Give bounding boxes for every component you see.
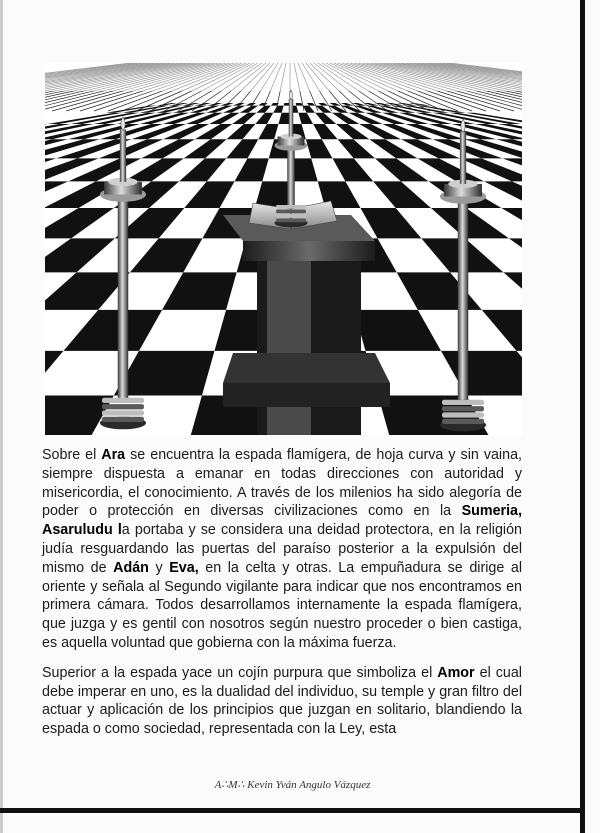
floor-tile [130, 238, 202, 272]
floor-tile [255, 113, 273, 124]
text-run: el cual debe imperar en uno, es la dualidad del individuo, su temple y gran filtro del actuar y aplicación de los principios que juzgan en solitario, blandiendo la espada o como sociedad, representada con la Ley, esta [42, 664, 522, 738]
page-edge [0, 0, 3, 833]
text-run: Amor [437, 664, 475, 681]
floor-tile [184, 139, 227, 158]
floor-tile [298, 113, 313, 124]
text-run: Sumeria, Asaruludu l [42, 503, 522, 539]
text-run: Eva, [169, 559, 199, 576]
text-run: Ara [101, 447, 126, 463]
floor-tile [375, 158, 429, 181]
floor-tile [63, 310, 162, 351]
paragraph-2 [42, 664, 522, 739]
floor-tile [245, 103, 256, 106]
floor-tile [397, 272, 482, 310]
floor-tile [373, 181, 431, 208]
text-run: Sobre el [42, 447, 102, 463]
floor-tile [114, 351, 215, 396]
page-border-bottom [0, 808, 585, 813]
floor-tile [313, 124, 337, 139]
perspective-rays [45, 63, 522, 111]
floor-tile [184, 181, 234, 208]
floor-tile [315, 113, 336, 124]
text-run: y [148, 559, 170, 576]
floor-tile [45, 208, 114, 238]
floor-tile [509, 238, 522, 272]
floor-tile [482, 310, 522, 351]
floor-tile [278, 113, 290, 124]
paragraph-1 [42, 446, 522, 653]
floor-tile [226, 139, 258, 158]
floor-tile [501, 208, 522, 238]
floor-tile [258, 103, 267, 106]
floor-tile [503, 272, 522, 310]
text-run: a portaba y se considera una deidad protectora, en la religión judía resguardando las puertas del paraíso posterior a la expulsión del mismo de [42, 522, 522, 576]
page-border-right [580, 0, 585, 833]
floor-tile [45, 272, 130, 310]
floor-tile [360, 208, 421, 238]
text-run: se encuentra la espada flamígera, de hoja curva y sin vaina, siempre dispuesta a emanar en todas direcciones con autoridad y misericordia, el conocimiento. A través de los milenios ha sido alegoría de poder o protección en diversas civilizaciones como en la [42, 447, 522, 520]
floor-tile [273, 106, 283, 113]
floor-tile [258, 124, 278, 139]
floor-tile [354, 310, 441, 351]
floor-tile [303, 106, 315, 113]
floor-tile [318, 103, 328, 106]
floor-tile [296, 103, 303, 106]
floor-tile [333, 158, 374, 181]
text-run: en la celta y otras. La empuñadura se dirige al oriente y señala al Segundo vigilante para indicar que nos encontramos en primera cámara. Todos desarrollamos internamente la espada flamígera, que juzga y es gentil con nosotros según nuestro proceder o bien castiga, es aquella voluntad que gobierna con la máxima fuerza. [42, 559, 523, 651]
text-run: Adán [113, 559, 149, 576]
floor-tile [441, 351, 522, 396]
floor-tile [45, 351, 63, 396]
floor-tile [338, 139, 375, 158]
text-run: Superior a la espada yace un cojín purpura que simboliza el [42, 664, 438, 681]
floor-tile [466, 113, 522, 124]
floor-tile [306, 139, 333, 158]
masonic-lodge-illustration [45, 63, 522, 435]
floor-tile [307, 103, 316, 106]
floor-tile [45, 238, 115, 272]
floor-tile [227, 124, 256, 139]
floor-tile [179, 158, 226, 181]
author-footer: A∴M∴ Kevin Yván Angulo Vázquez [214, 779, 371, 791]
floor-tile [162, 272, 237, 310]
floor-tile [235, 158, 269, 181]
floor-tile [431, 208, 509, 238]
body-text [42, 446, 522, 750]
